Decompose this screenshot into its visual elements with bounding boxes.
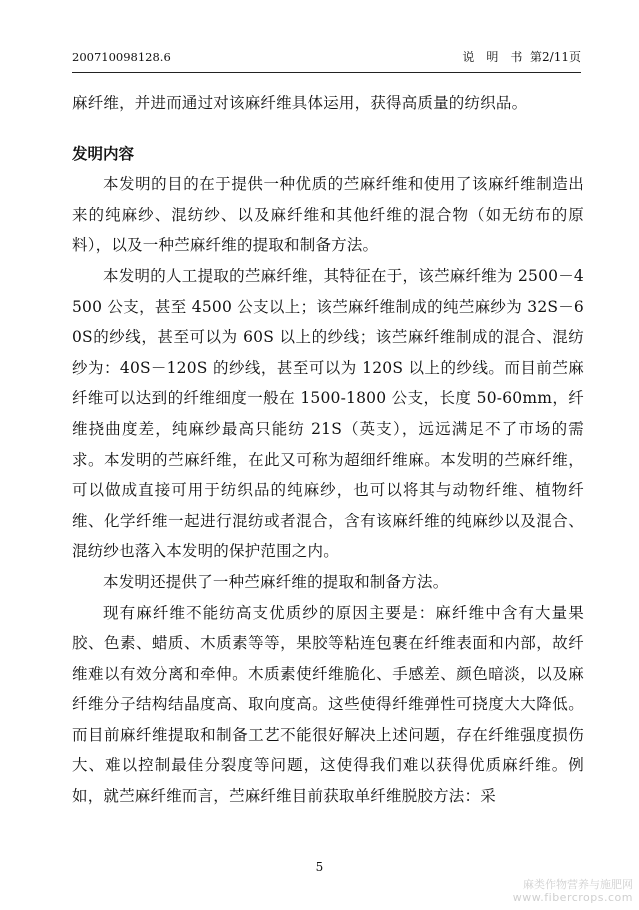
page-body	[72, 88, 584, 812]
paragraph-continued: 麻纤维，并进而通过对该麻纤维具体运用，获得高质量的纺织品。	[72, 94, 528, 112]
application-number: 200710098128.6	[72, 50, 171, 64]
watermark	[513, 878, 633, 904]
section-gap	[72, 119, 584, 139]
header-right	[462, 48, 581, 66]
paragraph-characteristics: 本发明的人工提取的苎麻纤维，其特征在于，该苎麻纤维为 2500－4500 公支，甚至 4500 公支以上；该苎麻纤维制成的纯苎麻纱为 32S－60S的纱线，甚至可以为 60S 以上的纱线；该苎麻纤维制成的混合、混纺纱为：40S－120S 的纱线，甚至可以为 120S 以上的纱线。而目前苎麻纤维可以达到的纤维细度一般在 1500-1800 公支，长度 50-60mm，纤维挠曲度差，纯麻纱最高只能纺 21S（英支），远远满足不了市场的需求。本发明的苎麻纤维，在此又可称为超细纤维麻。本发明的苎麻纤维，可以做成直接可用于纺织品的纯麻纱，也可以将其与动物纤维、植物纤维、化学纤维一起进行混纺或者混合，含有该麻纤维的纯麻纱以及混合、混纺纱也落入本发明的保护范围之内。	[72, 266, 584, 561]
paragraph-method-intro: 本发明还提供了一种苎麻纤维的提取和制备方法。	[103, 572, 449, 591]
watermark-title: 麻类作物营养与施肥网	[523, 878, 633, 891]
header-rule	[72, 72, 581, 73]
page-header	[72, 48, 581, 66]
section-heading: 发明内容	[72, 144, 135, 163]
page-number: 5	[315, 860, 324, 874]
doc-label: 说 明 书	[462, 50, 523, 64]
paragraph-purpose: 本发明的目的在于提供一种优质的苎麻纤维和使用了该麻纤维制造出来的纯麻纱、混纺纱、以及麻纤维和其他纤维的混合物（如无纺布的原料），以及一种苎麻纤维的提取和制备方法。	[72, 175, 584, 255]
paragraph-background: 现有麻纤维不能纺高支优质纱的原因主要是：麻纤维中含有大量果胶、色素、蜡质、木质素等等，果胶等粘连包裹在纤维表面和内部，故纤维难以有效分离和牵伸。木质素使纤维脆化、手感差、颜色暗淡，以及麻纤维分子结构结晶度高、取向度高。这些使得纤维弹性可挠度大大降低。而目前麻纤维提取和制备工艺不能很好解决上述问题，存在纤维强度损伤大、难以控制最佳分裂度等问题，这使得我们难以获得优质麻纤维。例如，就苎麻纤维而言，苎麻纤维目前获取单纤维脱胶方法：采	[72, 603, 584, 806]
page-label: 第2/11页	[530, 50, 581, 64]
watermark-url: www.fibercrops.com	[512, 891, 633, 904]
